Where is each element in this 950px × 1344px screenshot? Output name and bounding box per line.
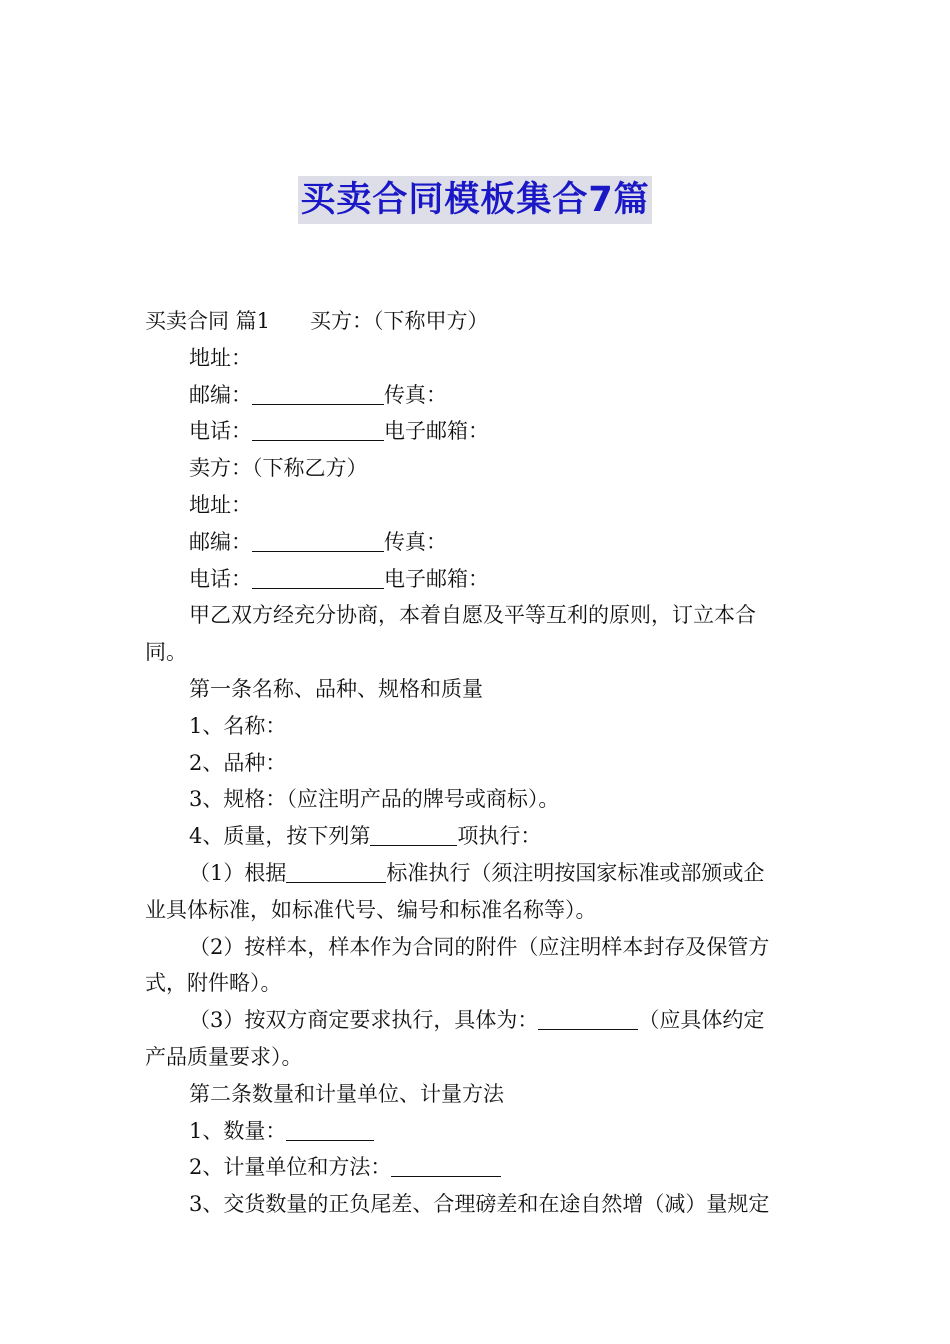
- quality-option-3-cont: 产品质量要求）。: [145, 1044, 303, 1069]
- option-3-text: （应具体约定: [638, 1008, 765, 1033]
- quality-blank: [370, 819, 457, 846]
- preamble-line-2: 同。: [145, 640, 187, 665]
- buyer-label: 买方：（下称甲方）: [310, 309, 489, 333]
- postcode-label: 邮编：: [189, 529, 252, 554]
- title-block: [0, 176, 950, 224]
- email-label: 电子邮箱：: [384, 419, 489, 444]
- article-1-heading: 第一条名称、品种、规格和质量: [189, 676, 483, 701]
- seller-phone-email: [145, 561, 810, 598]
- item-variety: 2、品种：: [189, 750, 287, 775]
- item-spec: 3、规格：（应注明产品的牌号或商标）。: [189, 787, 560, 812]
- unit-method-line: [145, 1149, 810, 1186]
- quality-suffix: 项执行：: [457, 824, 542, 849]
- standard-blank: [286, 856, 386, 883]
- requirement-blank: [538, 1003, 638, 1030]
- contract-body: [145, 303, 810, 1223]
- phone-blank: [252, 414, 384, 441]
- quality-option-2: （2）按样本，样本作为合同的附件（应注明样本封存及保管方: [189, 934, 770, 959]
- quality-option-1: [145, 855, 810, 892]
- fax-label: 传真：: [384, 382, 447, 407]
- seller-label: 卖方：（下称乙方）: [189, 456, 368, 481]
- document-title: 买卖合同模板集合7篇: [298, 176, 651, 224]
- postcode-label: 邮编：: [189, 382, 252, 407]
- quality-option-3: [145, 1002, 810, 1039]
- postcode-blank: [252, 378, 384, 405]
- seller-postcode-fax: [145, 524, 810, 561]
- buyer-address: 地址：: [189, 345, 252, 370]
- phone-label: 电话：: [189, 566, 252, 591]
- quality-option-1-cont: 业具体标准，如标准代号、编号和标准名称等）。: [145, 897, 597, 922]
- buyer-phone-email: [145, 413, 810, 450]
- unit-method-label: 2、计量单位和方法：: [189, 1155, 392, 1180]
- phone-blank: [252, 562, 384, 589]
- seller-address: 地址：: [189, 492, 252, 517]
- fax-label: 传真：: [384, 529, 447, 554]
- phone-label: 电话：: [189, 419, 252, 444]
- option-3-label: （3）按双方商定要求执行，具体为：: [189, 1008, 539, 1033]
- contract-heading-line: [145, 303, 810, 340]
- quality-label: 4、质量，按下列第: [189, 824, 371, 849]
- email-label: 电子邮箱：: [384, 566, 489, 591]
- quantity-line: [145, 1113, 810, 1150]
- quantity-label: 1、数量：: [189, 1118, 287, 1143]
- article-2-heading: 第二条数量和计量单位、计量方法: [189, 1081, 504, 1106]
- item-name: 1、名称：: [189, 713, 287, 738]
- buyer-postcode-fax: [145, 377, 810, 414]
- contract-number: 买卖合同 篇1: [145, 309, 271, 333]
- quality-option-2-cont: 式，附件略）。: [145, 971, 282, 996]
- postcode-blank: [252, 525, 384, 552]
- option-1-text: 标准执行（须注明按国家标准或部颁或企: [386, 860, 765, 885]
- tolerance-line: 3、交货数量的正负尾差、合理磅差和在途自然增（减）量规定: [189, 1192, 770, 1217]
- quantity-blank: [286, 1114, 374, 1141]
- preamble-line-1: 甲乙双方经充分协商，本着自愿及平等互利的原则，订立本合: [189, 603, 756, 628]
- unit-method-blank: [391, 1150, 501, 1177]
- item-quality: [145, 818, 810, 855]
- option-1-label: （1）根据: [189, 860, 287, 885]
